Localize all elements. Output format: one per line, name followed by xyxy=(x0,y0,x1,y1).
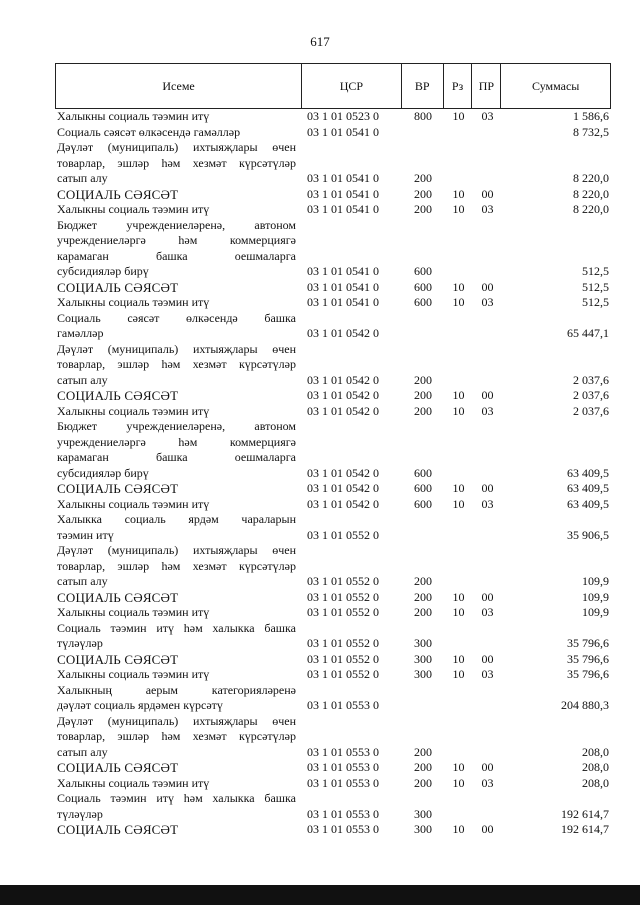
row-name-line: СОЦИАЛЬ СӘЯСӘТ xyxy=(57,481,179,496)
row-csr: 03 1 01 0541 0 xyxy=(307,295,379,309)
row-csr: 03 1 01 0541 0 xyxy=(307,124,379,139)
row-csr: 03 1 01 0541 0 xyxy=(307,202,379,216)
row-name xyxy=(55,791,302,822)
row-vr: 200 xyxy=(414,760,432,774)
row-vr: 300 xyxy=(414,636,432,650)
row-name xyxy=(55,497,302,513)
row-name xyxy=(55,218,302,280)
row-name xyxy=(55,667,302,683)
page-number: 617 xyxy=(310,34,330,49)
row-sum: 192 614,7 xyxy=(561,806,609,821)
row-name xyxy=(55,109,302,125)
row-name-line: Дәүләт (муниципаль) ихтыяҗлары өчен xyxy=(57,713,296,728)
row-name-line: сатып алу xyxy=(57,574,108,588)
table-row xyxy=(55,683,611,714)
row-name-line: Бюджет учреждениеләренә, автоном xyxy=(57,217,296,232)
row-rz: 10 xyxy=(452,295,465,309)
row-sum: 208,0 xyxy=(582,744,609,759)
header-vr: ВР xyxy=(402,64,444,108)
row-csr: 03 1 01 0541 0 xyxy=(307,186,379,201)
row-name-line: СОЦИАЛЬ СӘЯСӘТ xyxy=(57,822,179,837)
row-vr: 600 xyxy=(414,496,432,511)
row-vr: 300 xyxy=(414,806,432,821)
table-row xyxy=(55,419,611,481)
row-pr: 03 xyxy=(481,109,494,123)
row-sum: 8 220,0 xyxy=(573,202,609,216)
row-sum: 208,0 xyxy=(582,775,609,790)
row-name-line: СОЦИАЛЬ СӘЯСӘТ xyxy=(57,651,179,667)
row-name-line: Халыкны социаль тәэмин итү xyxy=(57,605,210,619)
row-name xyxy=(55,419,302,481)
row-csr: 03 1 01 0542 0 xyxy=(307,372,379,387)
row-pr: 03 xyxy=(481,403,494,418)
row-name-line: Халыкны социаль тәэмин итү xyxy=(57,667,210,681)
row-name-line: гамәлләр xyxy=(57,326,104,340)
row-vr: 200 xyxy=(414,574,432,588)
row-name-line: Дәүләт (муниципаль) ихтыяҗлары өчен xyxy=(57,543,296,557)
row-rz: 10 xyxy=(452,403,465,418)
row-pr: 00 xyxy=(481,279,494,294)
row-sum: 1 586,6 xyxy=(573,109,609,123)
row-pr: 00 xyxy=(481,651,494,666)
table-row xyxy=(55,714,611,761)
table-row xyxy=(55,791,611,822)
row-name-line: дәүләт социаль ярдәмен күрсәтү xyxy=(57,698,223,712)
table-row xyxy=(55,218,611,280)
row-name-line: сатып алу xyxy=(57,171,108,185)
row-name-line: Халыкны социаль тәэмин итү xyxy=(57,496,210,511)
row-csr: 03 1 01 0542 0 xyxy=(307,326,379,340)
row-name-line: Халыкны социаль тәэмин итү xyxy=(57,202,210,216)
row-vr: 300 xyxy=(414,651,432,666)
row-rz: 10 xyxy=(452,605,465,619)
table-row xyxy=(55,590,611,606)
header-sum: Суммасы xyxy=(531,78,580,93)
row-name xyxy=(55,776,302,792)
row-rz: 10 xyxy=(452,760,465,774)
row-csr: 03 1 01 0552 0 xyxy=(307,667,379,681)
row-vr: 300 xyxy=(414,822,432,836)
row-sum: 512,5 xyxy=(582,279,609,294)
row-name-line: түләүләр xyxy=(57,636,103,650)
row-sum: 109,9 xyxy=(582,574,609,588)
table-row xyxy=(55,605,611,621)
row-name-line: товарлар, эшләр һәм хезмәт күрсәтүләр xyxy=(57,558,296,573)
row-pr: 03 xyxy=(481,496,494,511)
row-vr: 600 xyxy=(414,481,432,495)
row-rz: 10 xyxy=(452,388,465,402)
row-sum: 8 732,5 xyxy=(573,124,609,139)
row-name-line: сатып алу xyxy=(57,372,108,387)
row-name xyxy=(55,512,302,543)
row-sum: 2 037,6 xyxy=(573,372,609,387)
row-csr: 03 1 01 0552 0 xyxy=(307,636,379,650)
row-name xyxy=(55,280,302,296)
row-sum: 63 409,5 xyxy=(567,496,609,511)
row-name-line: Халыкны социаль тәэмин итү xyxy=(57,109,210,123)
table-header xyxy=(55,63,611,109)
row-name-line: Халыкны социаль тәэмин итү xyxy=(57,775,210,790)
row-name-line: Халыкка социаль ярдәм чараларын xyxy=(57,512,296,526)
row-name xyxy=(55,311,302,342)
row-name xyxy=(55,621,302,652)
row-csr: 03 1 01 0553 0 xyxy=(307,760,379,774)
row-vr: 200 xyxy=(414,605,432,619)
table-row xyxy=(55,776,611,792)
row-rz: 10 xyxy=(452,496,465,511)
header-csr: ЦСР xyxy=(302,64,402,108)
row-sum: 35 796,6 xyxy=(567,651,609,666)
header-pr: ПР xyxy=(472,64,501,108)
table-row xyxy=(55,388,611,404)
row-name-line: түләүләр xyxy=(57,806,103,821)
row-name-line: карамаган башка оешмаларга xyxy=(57,450,296,464)
table-row xyxy=(55,481,611,497)
row-rz: 10 xyxy=(452,667,465,681)
row-csr: 03 1 01 0541 0 xyxy=(307,279,379,294)
row-name xyxy=(55,760,302,776)
row-csr: 03 1 01 0542 0 xyxy=(307,481,379,495)
row-name-line: СОЦИАЛЬ СӘЯСӘТ xyxy=(57,388,179,403)
table-row xyxy=(55,109,611,125)
row-csr: 03 1 01 0541 0 xyxy=(307,264,379,278)
row-name-line: Халыкны социаль тәэмин итү xyxy=(57,403,210,418)
row-pr: 00 xyxy=(481,388,494,402)
row-name xyxy=(55,652,302,668)
row-sum: 8 220,0 xyxy=(573,171,609,185)
row-name-line: Социаль сәясәт өлкәсендә гамәлләр xyxy=(57,124,241,139)
row-name xyxy=(55,404,302,420)
row-pr: 03 xyxy=(481,605,494,619)
row-name xyxy=(55,202,302,218)
table-row xyxy=(55,295,611,311)
table-row xyxy=(55,667,611,683)
row-name xyxy=(55,481,302,497)
row-vr: 200 xyxy=(414,171,432,185)
row-sum: 63 409,5 xyxy=(567,465,609,480)
row-rz: 10 xyxy=(452,775,465,790)
row-sum: 2 037,6 xyxy=(573,388,609,402)
table-row xyxy=(55,652,611,668)
row-name xyxy=(55,543,302,590)
row-vr: 200 xyxy=(414,403,432,418)
row-vr: 200 xyxy=(414,186,432,201)
row-sum: 2 037,6 xyxy=(573,403,609,418)
row-name xyxy=(55,342,302,389)
row-name-line: учреждениеләргә һәм коммерциягә xyxy=(57,434,296,449)
row-name-line: товарлар, эшләр һәм хезмәт күрсәтүләр xyxy=(57,155,296,170)
row-sum: 8 220,0 xyxy=(573,186,609,201)
table-row xyxy=(55,342,611,389)
row-vr: 600 xyxy=(414,295,432,309)
row-name xyxy=(55,140,302,187)
table-row xyxy=(55,404,611,420)
row-sum: 109,9 xyxy=(582,605,609,619)
row-name-line: Социаль тәэмин итү һәм халыкка башка xyxy=(57,791,296,805)
row-rz: 10 xyxy=(452,109,465,123)
row-name-line: Социаль сәясәт өлкәсендә башка xyxy=(57,310,296,325)
row-csr: 03 1 01 0553 0 xyxy=(307,698,379,712)
row-name-line: субсидияләр бирү xyxy=(57,465,149,480)
row-pr: 00 xyxy=(481,481,494,495)
row-csr: 03 1 01 0541 0 xyxy=(307,171,379,185)
row-name-line: Дәүләт (муниципаль) ихтыяҗлары өчен xyxy=(57,341,296,356)
row-name xyxy=(55,590,302,606)
table-row xyxy=(55,822,611,838)
row-name-line: СОЦИАЛЬ СӘЯСӘТ xyxy=(57,589,179,605)
row-sum: 512,5 xyxy=(582,264,609,278)
row-pr: 00 xyxy=(481,589,494,604)
row-sum: 192 614,7 xyxy=(561,822,609,836)
row-name-line: сатып алу xyxy=(57,744,108,759)
row-vr: 200 xyxy=(414,744,432,759)
row-name xyxy=(55,683,302,714)
row-sum: 204 880,3 xyxy=(561,698,609,712)
row-sum: 63 409,5 xyxy=(567,481,609,495)
row-vr: 200 xyxy=(414,589,432,604)
row-csr: 03 1 01 0542 0 xyxy=(307,496,379,511)
row-pr: 03 xyxy=(481,667,494,681)
row-csr: 03 1 01 0542 0 xyxy=(307,388,379,402)
table-row xyxy=(55,280,611,296)
row-pr: 00 xyxy=(481,186,494,201)
row-sum: 512,5 xyxy=(582,295,609,309)
row-name xyxy=(55,295,302,311)
table-row xyxy=(55,760,611,776)
row-sum: 208,0 xyxy=(582,760,609,774)
row-name-line: СОЦИАЛЬ СӘЯСӘТ xyxy=(57,186,179,202)
row-vr: 600 xyxy=(414,264,432,278)
row-name-line: СОЦИАЛЬ СӘЯСӘТ xyxy=(57,760,179,775)
row-name-line: субсидияләр бирү xyxy=(57,264,149,278)
row-sum: 35 796,6 xyxy=(567,636,609,650)
row-csr: 03 1 01 0553 0 xyxy=(307,806,379,821)
row-vr: 200 xyxy=(414,372,432,387)
table-row xyxy=(55,125,611,141)
table-row xyxy=(55,543,611,590)
row-name xyxy=(55,388,302,404)
header-name: Исеме xyxy=(56,64,302,108)
scan-edge-bar xyxy=(0,885,640,905)
table-body xyxy=(55,109,611,838)
row-csr: 03 1 01 0552 0 xyxy=(307,651,379,666)
row-vr: 600 xyxy=(414,279,432,294)
row-csr: 03 1 01 0523 0 xyxy=(307,109,379,123)
row-name-line: учреждениеләргә һәм коммерциягә xyxy=(57,233,296,247)
row-vr: 300 xyxy=(414,667,432,681)
row-csr: 03 1 01 0553 0 xyxy=(307,744,379,759)
row-rz: 10 xyxy=(452,279,465,294)
row-pr: 00 xyxy=(481,760,494,774)
row-csr: 03 1 01 0542 0 xyxy=(307,465,379,480)
row-name-line: товарлар, эшләр һәм хезмәт күрсәтүләр xyxy=(57,357,296,371)
row-name-line: Социаль тәэмин итү һәм халыкка башка xyxy=(57,620,296,635)
row-name-line: товарлар, эшләр һәм хезмәт күрсәтүләр xyxy=(57,729,296,743)
row-pr: 03 xyxy=(481,775,494,790)
row-rz: 10 xyxy=(452,589,465,604)
row-rz: 10 xyxy=(452,186,465,201)
row-sum: 35 906,5 xyxy=(567,527,609,542)
row-sum: 65 447,1 xyxy=(567,326,609,340)
row-rz: 10 xyxy=(452,822,465,836)
row-name-line: Халыкның аерым категорияләренә xyxy=(57,682,296,697)
row-csr: 03 1 01 0542 0 xyxy=(307,403,379,418)
row-pr: 00 xyxy=(481,822,494,836)
row-name xyxy=(55,822,302,838)
row-name xyxy=(55,714,302,761)
row-name-line: карамаган башка оешмаларга xyxy=(57,248,296,263)
table-row xyxy=(55,311,611,342)
row-sum: 35 796,6 xyxy=(567,667,609,681)
header-rz: Рз xyxy=(444,64,473,108)
row-name xyxy=(55,187,302,203)
row-csr: 03 1 01 0552 0 xyxy=(307,589,379,604)
table-row xyxy=(55,202,611,218)
row-rz: 10 xyxy=(452,481,465,495)
row-pr: 03 xyxy=(481,202,494,216)
row-vr: 200 xyxy=(414,775,432,790)
table-row xyxy=(55,621,611,652)
row-rz: 10 xyxy=(452,651,465,666)
row-csr: 03 1 01 0552 0 xyxy=(307,605,379,619)
table-row xyxy=(55,140,611,187)
row-sum: 109,9 xyxy=(582,589,609,604)
row-name xyxy=(55,125,302,141)
row-csr: 03 1 01 0552 0 xyxy=(307,574,379,588)
row-vr: 200 xyxy=(414,202,432,216)
row-vr: 800 xyxy=(414,109,432,123)
row-name-line: Дәүләт (муниципаль) ихтыяҗлары өчен xyxy=(57,140,296,154)
row-vr: 200 xyxy=(414,388,432,402)
table-row xyxy=(55,187,611,203)
row-csr: 03 1 01 0552 0 xyxy=(307,527,379,542)
row-vr: 600 xyxy=(414,465,432,480)
table-row xyxy=(55,512,611,543)
row-name-line: тәэмин итү xyxy=(57,527,114,542)
row-name-line: СОЦИАЛЬ СӘЯСӘТ xyxy=(57,279,179,295)
row-name-line: Бюджет учреждениеләренә, автоном xyxy=(57,419,296,433)
row-csr: 03 1 01 0553 0 xyxy=(307,822,379,836)
row-csr: 03 1 01 0553 0 xyxy=(307,775,379,790)
row-rz: 10 xyxy=(452,202,465,216)
table-row xyxy=(55,497,611,513)
row-name xyxy=(55,605,302,621)
row-name-line: Халыкны социаль тәэмин итү xyxy=(57,295,210,309)
row-pr: 03 xyxy=(481,295,494,309)
